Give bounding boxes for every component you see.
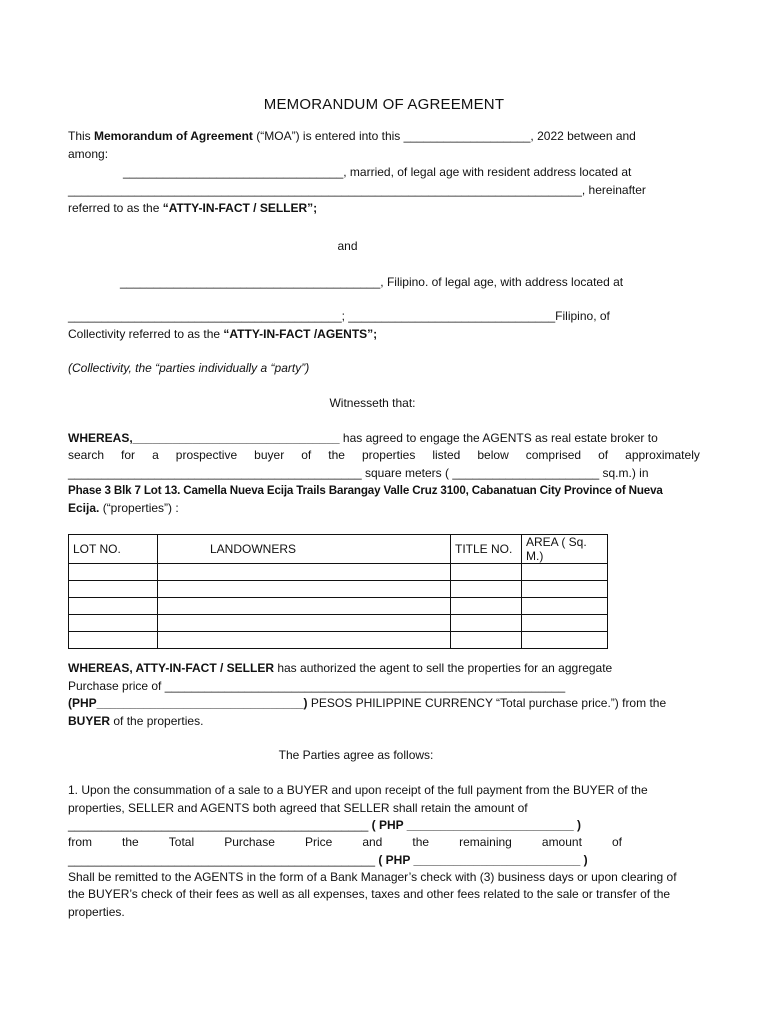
word: the — [412, 835, 430, 849]
clause1-line-1: 1. Upon the consummation of a sale to a BUYER and upon receipt of the full payment from the BUYER of the — [68, 783, 648, 797]
word: Price — [304, 835, 333, 849]
table-cell — [158, 581, 451, 598]
table-cell — [69, 615, 158, 632]
intro-text: This — [68, 129, 95, 143]
word: below — [477, 448, 509, 462]
word: and — [362, 835, 383, 849]
whereas1-line-1 — [68, 430, 700, 446]
intro-date-text: (“MOA”) is entered into this ___________________, 2022 between and — [252, 129, 636, 143]
word: the — [328, 448, 345, 462]
whereas2-line-1 — [68, 660, 700, 676]
agents-ref-text: Collectivity referred to as the — [68, 327, 224, 341]
clause1-line-2: properties, SELLER and AGENTS both agreed that SELLER shall retain the amount of — [68, 801, 528, 815]
table-cell — [451, 564, 522, 581]
clause1-line-8: properties. — [68, 905, 125, 919]
table-row — [69, 632, 608, 649]
retain-php-blank: ( PHP _________________________ ) — [368, 818, 581, 832]
word: from — [68, 835, 92, 849]
agents-line-2: _________________________________________; _______________________________Filipino, of — [68, 309, 610, 323]
intro-line-1 — [68, 128, 700, 144]
word: of — [611, 835, 622, 849]
word: prospective — [175, 448, 238, 462]
col-area: AREA ( Sq. M.) — [522, 535, 608, 564]
table-row — [69, 564, 608, 581]
col-lot-no: LOT NO. — [69, 535, 158, 564]
whereas1-line-5 — [68, 500, 700, 516]
moa-term: Memorandum of Agreement — [94, 129, 253, 143]
seller-line-3 — [68, 200, 700, 216]
word: amount — [541, 835, 582, 849]
word: Total — [168, 835, 195, 849]
clause1-line-3 — [68, 817, 700, 833]
word: comprised — [525, 448, 582, 462]
whereas2-line-4 — [68, 713, 700, 729]
witnesseth: Witnesseth that: — [329, 396, 416, 410]
whereas1-line-3: ____________________________________________ square meters ( ______________________ sq.m.) in — [68, 466, 649, 480]
whereas2-line-2: Purchase price of ____________________________________________________________ — [68, 679, 566, 693]
property-address-end: Ecija. — [68, 501, 100, 515]
collectivity-note: (Collectivity, the “parties individually a “party”) — [68, 361, 310, 375]
table-cell — [158, 615, 451, 632]
whereas2-lead: WHEREAS, ATTY-IN-FACT / SELLER — [68, 661, 274, 675]
properties-table — [68, 534, 608, 649]
seller-line-1: _________________________________, married, of legal age with resident address located at — [123, 165, 632, 179]
seller-designation: “ATTY-IN-FACT / SELLER”; — [162, 201, 318, 215]
word: listed — [432, 448, 461, 462]
clause1-line-6: Shall be remitted to the AGENTS in the form of a Bank Manager’s check with (3) business days or upon clearing of — [68, 870, 677, 884]
table-cell — [158, 564, 451, 581]
buyer-term: BUYER — [68, 714, 111, 728]
and-word: and — [337, 239, 358, 253]
word: of — [598, 448, 609, 462]
table-cell — [451, 581, 522, 598]
agents-line-1: _______________________________________, Filipino. of legal age, with address located at — [120, 275, 624, 289]
word: a — [152, 448, 159, 462]
whereas1-rest: has agreed to engage the AGENTS as real estate broker to — [339, 431, 658, 445]
whereas2-rest: has authorized the agent to sell the properties for an aggregate — [274, 661, 613, 675]
table-cell — [69, 564, 158, 581]
retain-amount-blank: _____________________________________________ — [68, 818, 369, 832]
property-address: Phase 3 Blk 7 Lot 13. Camella Nueva Ecija Trails Barangay Valle Cruz 3100, Cabanatuan City Province of Nueva — [68, 484, 663, 497]
table-cell — [522, 564, 608, 581]
table-cell — [451, 632, 522, 649]
table-cell — [451, 615, 522, 632]
properties-label: (“properties”) : — [99, 501, 179, 515]
word: buyer — [254, 448, 285, 462]
intro-line-2: among: — [68, 147, 109, 161]
clause1-line-5 — [68, 852, 700, 868]
col-title-no: TITLE NO. — [451, 535, 522, 564]
table-row — [69, 598, 608, 615]
whereas2-line-3 — [68, 695, 700, 711]
word: Purchase — [224, 835, 275, 849]
word: search — [68, 448, 105, 462]
word: approximately — [625, 448, 700, 462]
remaining-amount-blank: ______________________________________________ — [68, 853, 375, 867]
table-cell — [158, 598, 451, 615]
col-landowners: LANDOWNERS — [158, 535, 451, 564]
seller-ref-text: referred to as the — [68, 201, 163, 215]
word: the — [122, 835, 139, 849]
whereas1-lead: WHEREAS,_______________________________ — [68, 431, 340, 445]
table-cell — [522, 615, 608, 632]
buyer-rest: of the properties. — [110, 714, 204, 728]
table-cell — [69, 632, 158, 649]
agents-line-3 — [68, 326, 700, 342]
whereas1-line-2 — [68, 447, 700, 463]
word: of — [301, 448, 312, 462]
table-cell — [522, 581, 608, 598]
word: for — [121, 448, 136, 462]
agree-heading: The Parties agree as follows: — [278, 748, 434, 762]
table-cell — [69, 598, 158, 615]
page-title: MEMORANDUM OF AGREEMENT — [263, 96, 505, 113]
table-header-row — [69, 535, 608, 564]
clause1-line-7: the BUYER’s check of their fees as well as all expenses, taxes and other fees related to the sale or transfer of the — [68, 887, 671, 901]
table-cell — [69, 581, 158, 598]
remaining-php-blank: ( PHP _________________________ ) — [375, 853, 588, 867]
table-cell — [451, 598, 522, 615]
table-cell — [522, 598, 608, 615]
word: properties — [361, 448, 416, 462]
table-cell — [158, 632, 451, 649]
table-cell — [522, 632, 608, 649]
php-amount-blank: (PHP_______________________________) — [68, 696, 308, 710]
table-row — [69, 581, 608, 598]
seller-line-2: _____________________________________________________________________________, hereinafter — [68, 183, 646, 197]
table-row — [69, 615, 608, 632]
word: remaining — [459, 835, 512, 849]
clause1-line-4 — [68, 834, 622, 850]
agents-designation: “ATTY-IN-FACT /AGENTS”; — [223, 327, 378, 341]
pesos-text: PESOS PHILIPPINE CURRENCY “Total purchase price.”) from the — [307, 696, 667, 710]
